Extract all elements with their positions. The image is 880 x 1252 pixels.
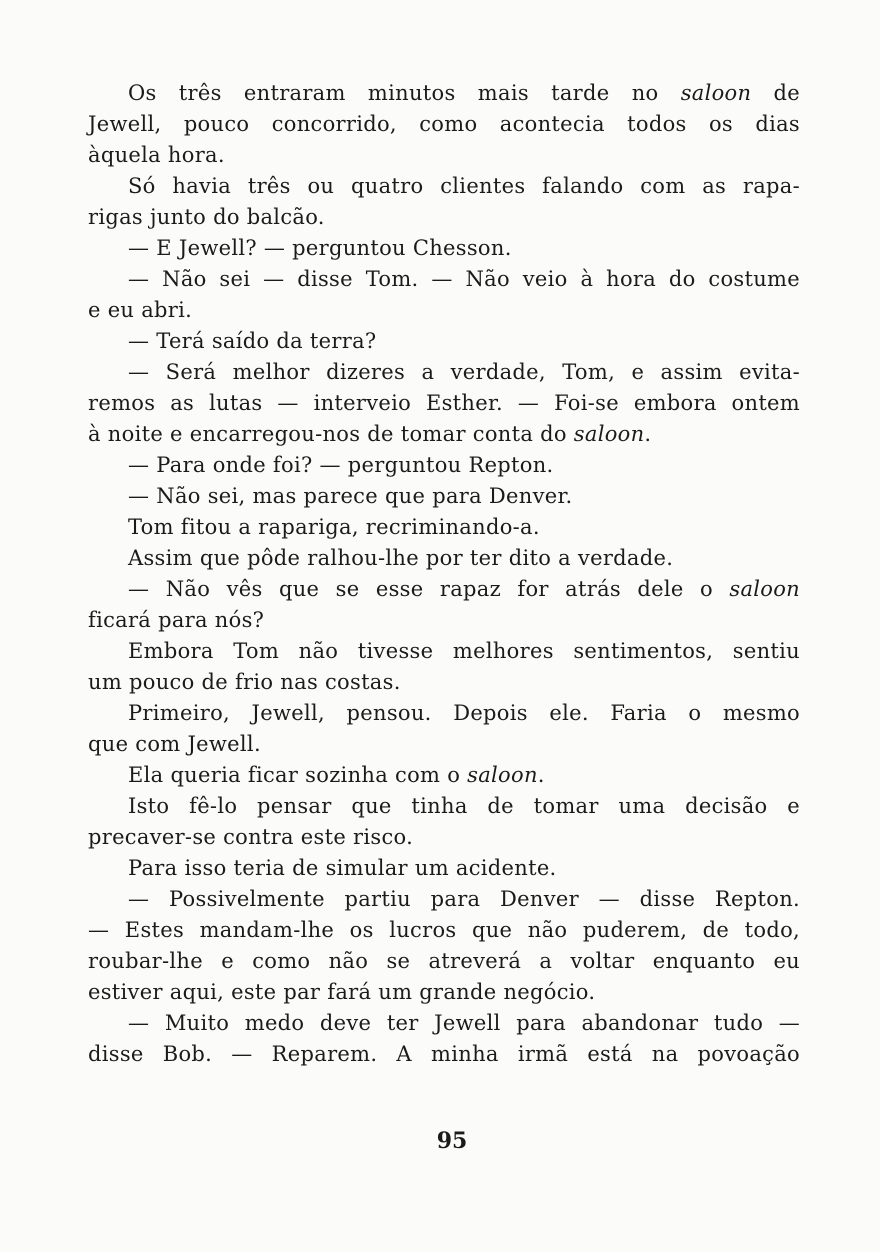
text-run: — Será melhor dizeres a verdade, Tom, e assim evita- xyxy=(128,360,800,384)
text-run: — E Jewell? — perguntou Chesson. xyxy=(128,236,512,260)
line-text xyxy=(128,760,800,791)
text-run: — Não sei, mas parece que para Denver. xyxy=(128,484,573,508)
text-line xyxy=(88,574,800,605)
text-run: e eu abri. xyxy=(88,298,193,322)
text-run: — Não sei — disse Tom. — Não veio à hora do costume xyxy=(128,267,800,291)
paragraph-indent xyxy=(88,636,128,667)
line-text xyxy=(88,605,800,636)
text-run: estiver aqui, este par fará um grande negócio. xyxy=(88,980,596,1004)
line-text xyxy=(128,791,800,822)
text-run: rigas junto do balcão. xyxy=(88,205,325,229)
line-text xyxy=(128,78,800,109)
line-text xyxy=(88,822,800,853)
line-text xyxy=(128,357,800,388)
line-text xyxy=(128,450,800,481)
line-text xyxy=(128,574,800,605)
paragraph-indent xyxy=(88,264,128,295)
text-line xyxy=(88,140,800,171)
text-line xyxy=(88,915,800,946)
paragraph-indent xyxy=(88,791,128,822)
text-run: Assim que pôde ralhou-lhe por ter dito a verdade. xyxy=(128,546,674,570)
line-text xyxy=(128,512,800,543)
text-line xyxy=(88,78,800,109)
text-run: Ela queria ficar sozinha com o xyxy=(128,763,468,787)
text-line xyxy=(88,481,800,512)
text-line xyxy=(88,543,800,574)
italic-word: saloon xyxy=(573,422,645,446)
text-line xyxy=(88,512,800,543)
page-number: 95 xyxy=(436,1128,468,1154)
text-run: — Muito medo deve ter Jewell para abandonar tudo — xyxy=(128,1011,800,1035)
text-run: roubar-lhe e como não se atreverá a voltar enquanto eu xyxy=(88,949,800,973)
text-line xyxy=(88,977,800,1008)
text-line xyxy=(88,760,800,791)
text-run: Isto fê-lo pensar que tinha de tomar uma decisão e xyxy=(128,794,800,818)
text-line xyxy=(88,171,800,202)
text-run: àquela hora. xyxy=(88,143,225,167)
text-run: Embora Tom não tivesse melhores sentimentos, sentiu xyxy=(128,639,800,663)
text-line xyxy=(88,667,800,698)
line-text xyxy=(128,481,800,512)
text-run: . xyxy=(537,763,545,787)
line-text xyxy=(128,171,800,202)
text-line xyxy=(88,884,800,915)
text-line xyxy=(88,233,800,264)
line-text xyxy=(88,1039,800,1070)
text-line xyxy=(88,729,800,760)
paragraph-indent xyxy=(88,357,128,388)
paragraph-indent xyxy=(88,171,128,202)
text-run: Para isso teria de simular um acidente. xyxy=(128,856,557,880)
text-run: — Para onde foi? — perguntou Repton. xyxy=(128,453,554,477)
text-line xyxy=(88,357,800,388)
paragraph-indent xyxy=(88,760,128,791)
line-text xyxy=(88,729,800,760)
line-text xyxy=(88,140,800,171)
text-run: — Estes mandam-lhe os lucros que não puderem, de todo, xyxy=(88,918,800,942)
paragraph-indent xyxy=(88,326,128,357)
text-line xyxy=(88,419,800,450)
line-text xyxy=(128,1008,800,1039)
text-run: ficará para nós? xyxy=(88,608,265,632)
line-text xyxy=(128,543,800,574)
text-run: Primeiro, Jewell, pensou. Depois ele. Faria o mesmo xyxy=(128,701,800,725)
line-text xyxy=(88,977,800,1008)
text-line xyxy=(88,791,800,822)
text-run: — Terá saído da terra? xyxy=(128,329,377,353)
paragraph-indent xyxy=(88,481,128,512)
italic-word: saloon xyxy=(729,577,800,601)
text-line xyxy=(88,636,800,667)
text-line xyxy=(88,946,800,977)
text-run: um pouco de frio nas costas. xyxy=(88,670,401,694)
line-text xyxy=(88,419,800,450)
text-line xyxy=(88,326,800,357)
paragraph-indent xyxy=(88,450,128,481)
text-line xyxy=(88,1039,800,1070)
text-run: Tom fitou a rapariga, recriminando-a. xyxy=(128,515,540,539)
text-line xyxy=(88,295,800,326)
text-run: precaver-se contra este risco. xyxy=(88,825,414,849)
text-run: — Possivelmente partiu para Denver — disse Repton. xyxy=(128,887,800,911)
italic-word: saloon xyxy=(467,763,538,787)
paragraph-indent xyxy=(88,853,128,884)
paragraph-indent xyxy=(88,698,128,729)
line-text xyxy=(88,295,800,326)
text-run: Só havia três ou quatro clientes falando com as rapa- xyxy=(128,174,800,198)
italic-word: saloon xyxy=(680,81,752,105)
line-text xyxy=(128,326,800,357)
paragraph-indent xyxy=(88,233,128,264)
paragraph-indent xyxy=(88,512,128,543)
paragraph-indent xyxy=(88,884,128,915)
text-line xyxy=(88,202,800,233)
text-line xyxy=(88,853,800,884)
line-text xyxy=(88,109,800,140)
line-text xyxy=(88,915,800,946)
text-run: que com Jewell. xyxy=(88,732,261,756)
line-text xyxy=(88,946,800,977)
text-line xyxy=(88,698,800,729)
text-line xyxy=(88,388,800,419)
paragraph-indent xyxy=(88,543,128,574)
text-line xyxy=(88,605,800,636)
paragraph-indent xyxy=(88,1008,128,1039)
line-text xyxy=(128,636,800,667)
text-line xyxy=(88,1008,800,1039)
line-text xyxy=(128,233,800,264)
text-run: . xyxy=(644,422,652,446)
text-run: Jewell, pouco concorrido, como acontecia todos os dias xyxy=(88,112,800,136)
line-text xyxy=(88,388,800,419)
text-line xyxy=(88,822,800,853)
text-run: Os três entraram minutos mais tarde no xyxy=(128,81,681,105)
line-text xyxy=(128,853,800,884)
line-text xyxy=(88,667,800,698)
line-text xyxy=(128,264,800,295)
paragraph-indent xyxy=(88,574,128,605)
text-run: à noite e encarregou-nos de tomar conta do xyxy=(88,422,574,446)
body-text xyxy=(88,78,800,1070)
line-text xyxy=(88,202,800,233)
line-text xyxy=(128,884,800,915)
text-run: de xyxy=(751,81,800,105)
text-run: disse Bob. — Reparem. A minha irmã está na povoação xyxy=(88,1042,800,1066)
text-line xyxy=(88,450,800,481)
line-text xyxy=(128,698,800,729)
text-run: — Não vês que se esse rapaz for atrás dele o xyxy=(128,577,730,601)
text-line xyxy=(88,264,800,295)
paragraph-indent xyxy=(88,78,128,109)
text-line xyxy=(88,109,800,140)
text-run: remos as lutas — interveio Esther. — Foi-se embora ontem xyxy=(88,391,800,415)
